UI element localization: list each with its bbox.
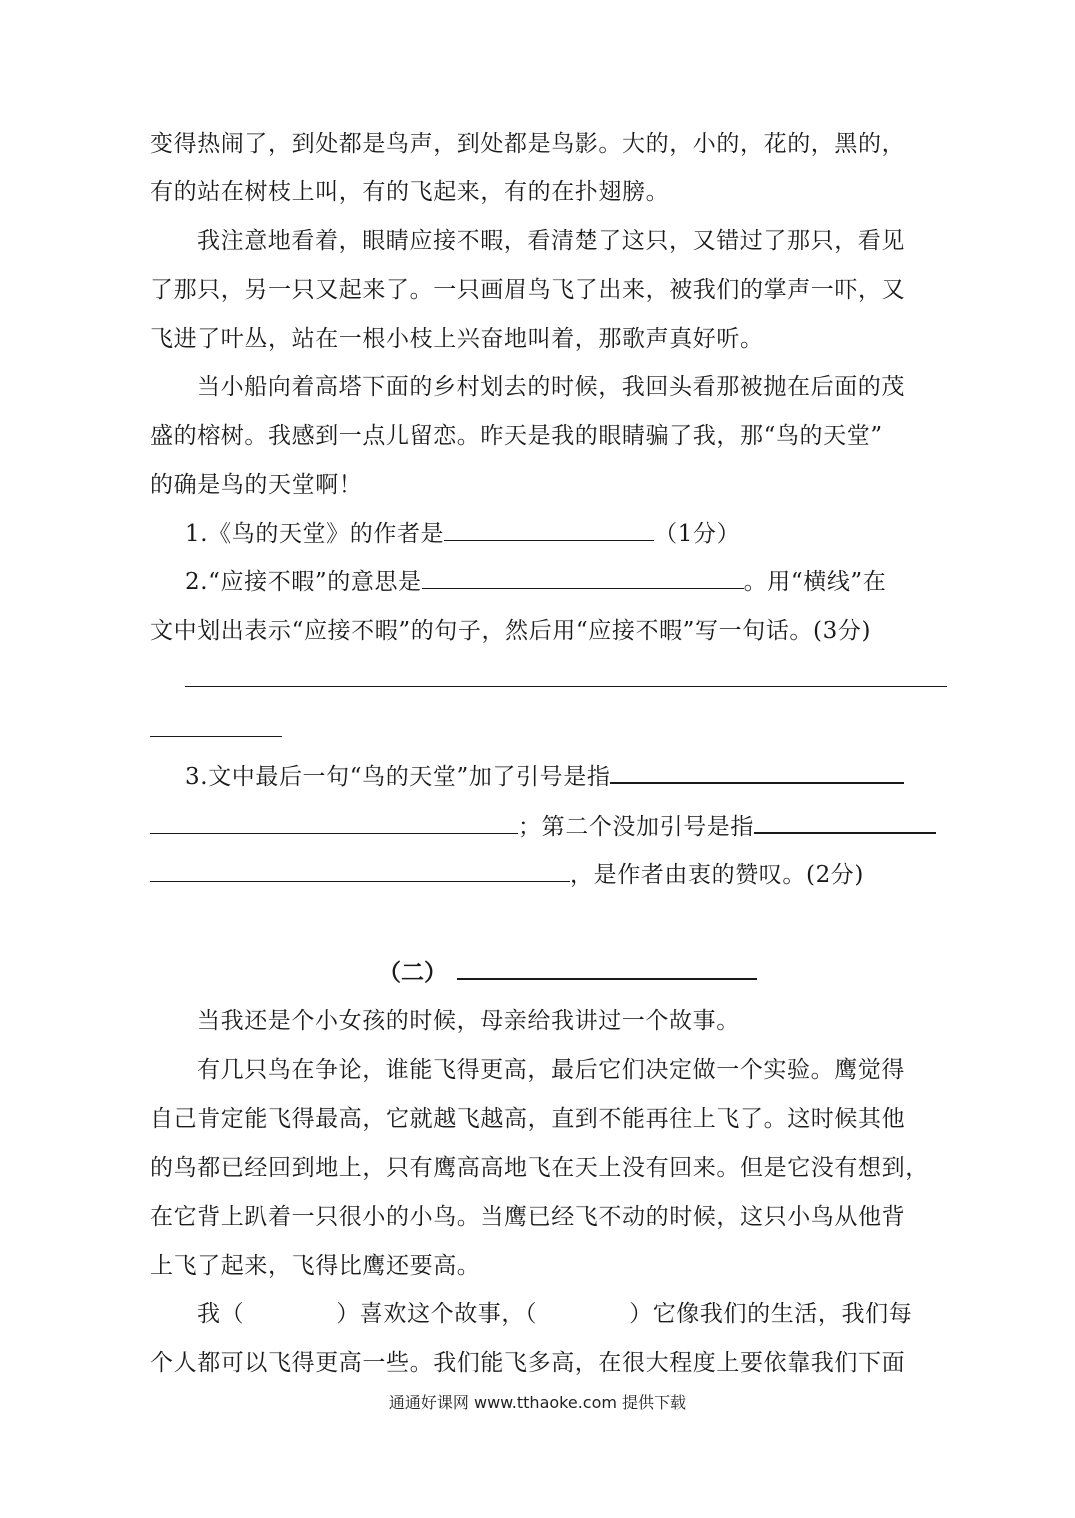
question-3-text-end: ，是作者由衷的赞叹。(2分) (570, 862, 864, 888)
question-3-blank-1[interactable] (610, 760, 904, 784)
section-2-title-blank[interactable] (457, 956, 757, 980)
passage2-line-3: 自己肯定能飞得最高，它就越飞越高，直到不能再往上飞了。这时候其他 (150, 1106, 906, 1132)
passage2-line-2: 有几只鸟在争论，谁能飞得更高，最后它们决定做一个实验。鹰觉得 (197, 1057, 905, 1083)
passage1-line-2: 有的站在树枝上叫，有的飞起来，有的在扑翅膀。 (150, 179, 670, 205)
question-1-score: （1分） (654, 521, 741, 547)
question-2-text-cont: 。用“横线”在 (743, 569, 887, 595)
passage1-line-6: 当小船向着高塔下面的乡村划去的时候，我回头看那被抛在后面的茂 (197, 374, 905, 400)
question-2-text: 2.“应接不暇”的意思是 (185, 569, 422, 595)
passage2-line-last: 个人都可以飞得更高一些。我们能飞多高，在很大程度上要依靠我们下面 (150, 1350, 906, 1376)
question-2-writing-line-1[interactable] (185, 686, 947, 687)
passage2-blank-line (197, 1298, 960, 1330)
question-3-text: 3.文中最后一句“鸟的天堂”加了引号是指 (185, 764, 611, 790)
passage1-line-7: 盛的榕树。我感到一点儿留恋。昨天是我的眼睛骗了我，那“鸟的天堂” (150, 423, 883, 449)
question-1-text: 1.《鸟的天堂》的作者是 (185, 521, 445, 547)
passage1-line-1: 变得热闹了，到处都是鸟声，到处都是鸟影。大的，小的，花的，黑的， (150, 131, 906, 157)
question-1-answer-blank[interactable] (444, 518, 654, 541)
question-3-text-mid: ；第二个没加引号是指 (518, 814, 754, 840)
section-2-title (378, 956, 757, 989)
question-1 (185, 518, 960, 550)
passage1-line-4: 了那只，另一只又起来了。一只画眉鸟飞了出来，被我们的掌声一吓，又 (150, 277, 906, 303)
question-2-writing-line-2[interactable] (150, 736, 282, 737)
question-3-blank-2-cont[interactable] (150, 859, 570, 882)
passage2-blank-text-c: ）它像我们的生活，我们每 (629, 1301, 913, 1327)
passage1-line-5: 飞进了叶丛，站在一根小枝上兴奋地叫着，那歌声真好听。 (150, 326, 764, 352)
passage2-line-6: 上飞了起来，飞得比鹰还要高。 (150, 1253, 481, 1279)
question-2 (185, 566, 960, 598)
passage1-line-8: 的确是鸟的天堂啊！ (150, 472, 363, 498)
passage2-line-4: 的鸟都已经回到地上，只有鹰高高地飞在天上没有回来。但是它没有想到， (150, 1155, 929, 1181)
passage2-blank-text-a: 我（ (197, 1301, 245, 1327)
question-3-line-3 (150, 859, 960, 891)
question-3-blank-1-cont[interactable] (150, 811, 518, 834)
page-footer: 通通好课网 www.tthaoke.com 提供下载 (388, 1393, 687, 1412)
passage2-blank-text-b: ）喜欢这个故事，（ (336, 1301, 538, 1327)
section-2-label: （二） (378, 959, 447, 986)
question-2-line-2: 文中划出表示“应接不暇”的句子，然后用“应接不暇”写一句话。(3分) (150, 618, 872, 644)
question-3 (185, 760, 960, 792)
question-2-meaning-blank[interactable] (422, 566, 744, 589)
question-3-blank-2[interactable] (754, 810, 936, 834)
passage2-line-1: 当我还是个小女孩的时候，母亲给我讲过一个故事。 (197, 1008, 740, 1034)
question-3-line-2 (150, 810, 960, 842)
passage2-line-5: 在它背上趴着一只很小的小鸟。当鹰已经飞不动的时候，这只小鸟从他背 (150, 1204, 906, 1230)
passage1-line-3: 我注意地看着，眼睛应接不暇，看清楚了这只，又错过了那只，看见 (197, 228, 905, 254)
